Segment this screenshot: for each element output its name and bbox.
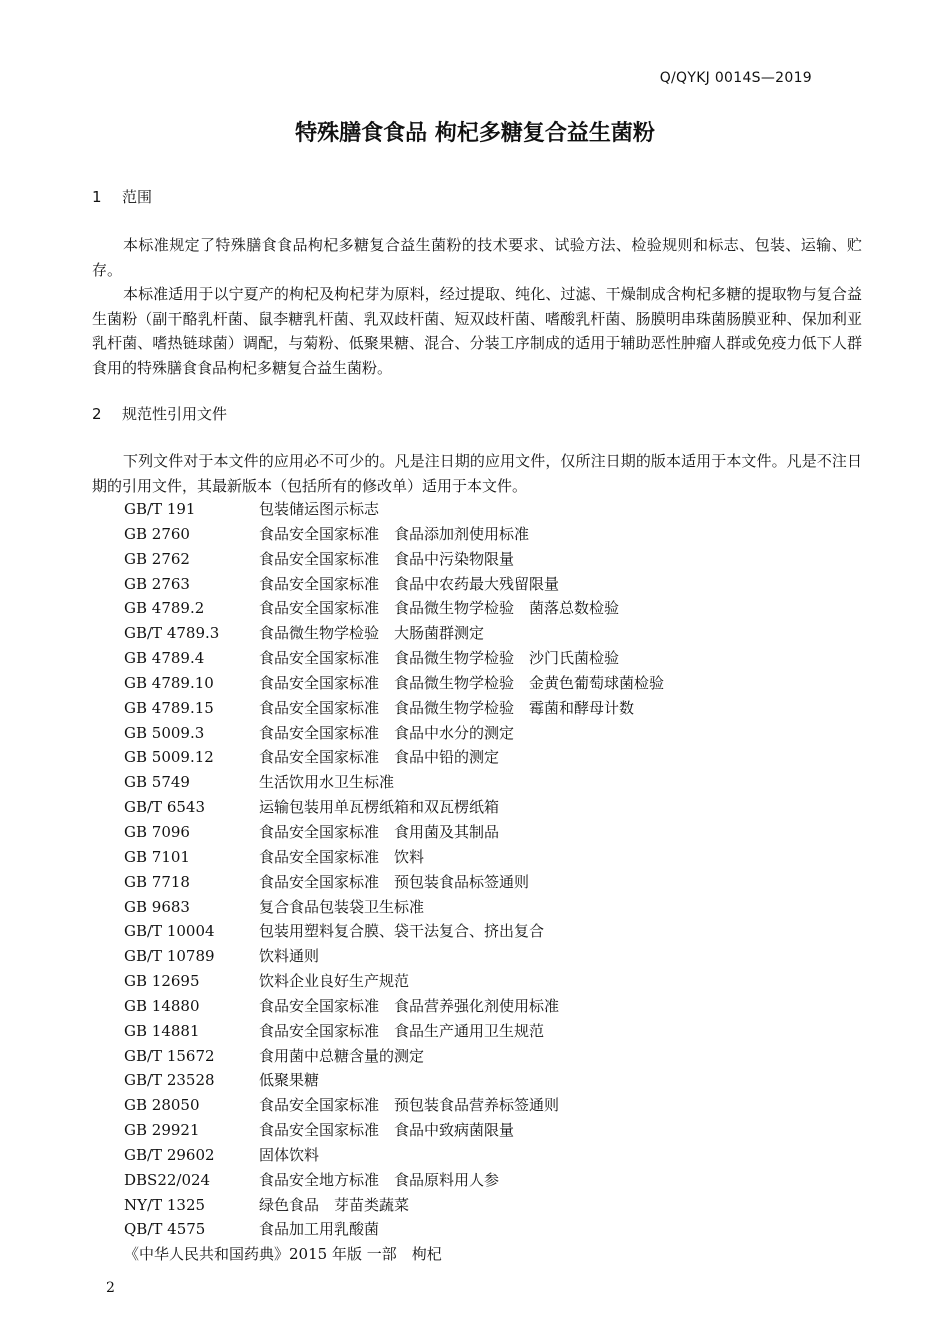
- reference-title: 食品加工用乳酸菌: [259, 1220, 380, 1239]
- reference-code: GB 7096: [124, 822, 190, 841]
- reference-title: 食品安全国家标准 预包装食品营养标签通则: [259, 1096, 560, 1115]
- reference-title: 饮料企业良好生产规范: [259, 972, 410, 991]
- reference-item: [124, 1068, 824, 1093]
- reference-code: GB 14880: [124, 996, 200, 1015]
- reference-item: [124, 845, 824, 870]
- section-title: 规范性引用文件: [122, 405, 228, 423]
- reference-code: GB 5749: [124, 773, 190, 792]
- reference-code: GB/T 10004: [124, 922, 215, 941]
- reference-title: 食品安全国家标准 食品中致病菌限量: [259, 1121, 515, 1140]
- reference-item: [124, 1143, 824, 1168]
- reference-item: [124, 696, 824, 721]
- reference-code: GB 4789.10: [124, 673, 214, 692]
- page-title: 特殊膳食食品 枸杞多糖复合益生菌粉: [295, 121, 655, 146]
- reference-item: [124, 572, 824, 597]
- reference-title: 绿色食品 芽苗类蔬菜: [259, 1195, 410, 1214]
- section-heading-scope: [92, 186, 152, 207]
- reference-title: 《中华人民共和国药典》2015 年版 一部 枸杞: [124, 1245, 442, 1264]
- reference-title: 食品安全国家标准 预包装食品标签通则: [259, 872, 530, 891]
- reference-list: [124, 497, 824, 1267]
- section-number: 2: [92, 405, 102, 423]
- reference-item-pharmacopoeia: [124, 1242, 824, 1267]
- reference-item: [124, 795, 824, 820]
- reference-title: 食品安全国家标准 食品生产通用卫生规范: [259, 1021, 545, 1040]
- reference-code: GB 4789.4: [124, 649, 205, 668]
- reference-code: DBS22/024: [124, 1170, 211, 1189]
- reference-item: [124, 994, 824, 1019]
- reference-title: 包装用塑料复合膜、袋干法复合、挤出复合: [259, 922, 545, 941]
- reference-item: [124, 721, 824, 746]
- reference-title: 食品安全国家标准 食品营养强化剂使用标准: [259, 996, 560, 1015]
- reference-item: [124, 522, 824, 547]
- reference-code: GB 14881: [124, 1021, 200, 1040]
- reference-code: GB/T 6543: [124, 798, 206, 817]
- reference-item: [124, 895, 824, 920]
- reference-item: [124, 1118, 824, 1143]
- reference-title: 食品安全国家标准 食品微生物学检验 菌落总数检验: [259, 599, 620, 618]
- section-title: 范围: [122, 188, 153, 206]
- reference-title: 食品安全国家标准 饮料: [259, 847, 425, 866]
- reference-item: [124, 671, 824, 696]
- reference-code: GB 2763: [124, 574, 190, 593]
- reference-item: [124, 745, 824, 770]
- reference-item: [124, 919, 824, 944]
- reference-code: GB 7718: [124, 872, 190, 891]
- reference-title: 饮料通则: [259, 947, 320, 966]
- reference-code: GB/T 191: [124, 500, 196, 518]
- reference-code: GB 4789.2: [124, 599, 205, 618]
- reference-code: GB 5009.3: [124, 723, 205, 742]
- reference-code: GB 5009.12: [124, 748, 214, 767]
- reference-code: GB 12695: [124, 972, 200, 991]
- reference-title: 食品安全国家标准 食品中农药最大残留限量: [259, 574, 560, 593]
- reference-title: 食品安全国家标准 食品微生物学检验 沙门氏菌检验: [259, 649, 620, 668]
- reference-item: [124, 1193, 824, 1218]
- reference-item: [124, 944, 824, 969]
- reference-item: [124, 596, 824, 621]
- reference-item: [124, 820, 824, 845]
- reference-title: 食品安全国家标准 食品添加剂使用标准: [259, 524, 530, 543]
- reference-item: [124, 646, 824, 671]
- reference-title: 食品安全地方标准 食品原料用人参: [259, 1170, 500, 1189]
- reference-code: GB 7101: [124, 847, 190, 866]
- reference-code: GB 4789.15: [124, 698, 214, 717]
- reference-title: 食品安全国家标准 食品微生物学检验 金黄色葡萄球菌检验: [259, 673, 665, 692]
- scope-paragraph-1: 本标准规定了特殊膳食食品枸杞多糖复合益生菌粉的技术要求、试验方法、检验规则和标志、包装、运输、贮存。: [92, 236, 862, 279]
- reference-item: [124, 497, 824, 522]
- reference-title: 食用菌中总糖含量的测定: [259, 1046, 425, 1065]
- reference-title: 低聚果糖: [259, 1071, 320, 1090]
- reference-code: GB 2762: [124, 549, 190, 568]
- reference-code: QB/T 4575: [124, 1220, 206, 1239]
- reference-code: GB/T 4789.3: [124, 624, 220, 643]
- reference-title: 运输包装用单瓦楞纸箱和双瓦楞纸箱: [259, 798, 500, 817]
- scope-paragraph-2: 本标准适用于以宁夏产的枸杞及枸杞芽为原料，经过提取、纯化、过滤、干燥制成含枸杞多糖的提取物与复合益生菌粉（副干酪乳杆菌、鼠李糖乳杆菌、乳双歧杆菌、短双歧杆菌、嗜酸乳杆菌、肠膜明串珠菌肠膜亚种、保加利亚乳杆菌、嗜热链球菌）调配，与菊粉、低聚果糖、混合、分装工序制成的适用于辅助恶性肿瘤人群或免疫力低下人群食用的特殊膳食食品枸杞多糖复合益生菌粉。: [92, 285, 862, 377]
- reference-code: GB 9683: [124, 897, 190, 916]
- section-heading-normative-references: [92, 403, 227, 424]
- reference-item: [124, 547, 824, 572]
- reference-title: 固体饮料: [259, 1145, 320, 1164]
- reference-title: 食品安全国家标准 食用菌及其制品: [259, 822, 500, 841]
- reference-code: GB/T 23528: [124, 1071, 215, 1090]
- reference-item: [124, 770, 824, 795]
- reference-title: 生活饮用水卫生标准: [259, 773, 395, 792]
- page-number: 2: [106, 1280, 115, 1296]
- reference-title: 食品微生物学检验 大肠菌群测定: [259, 624, 485, 643]
- reference-code: GB 28050: [124, 1096, 200, 1115]
- reference-code: GB/T 10789: [124, 947, 215, 966]
- reference-item: [124, 969, 824, 994]
- reference-title: 食品安全国家标准 食品中污染物限量: [259, 549, 515, 568]
- reference-code: GB 29921: [124, 1121, 200, 1140]
- reference-code: GB 2760: [124, 524, 190, 543]
- reference-item: [124, 1217, 824, 1242]
- reference-title: 食品安全国家标准 食品中水分的测定: [259, 723, 515, 742]
- section-number: 1: [92, 188, 102, 206]
- reference-title: 复合食品包装袋卫生标准: [259, 897, 425, 916]
- reference-title: 食品安全国家标准 食品中铅的测定: [259, 748, 500, 767]
- reference-item: [124, 1044, 824, 1069]
- reference-item: [124, 1093, 824, 1118]
- reference-item: [124, 1019, 824, 1044]
- document-code: Q/QYKJ 0014S—2019: [659, 70, 812, 86]
- reference-item: [124, 1168, 824, 1193]
- reference-code: NY/T 1325: [124, 1195, 206, 1214]
- reference-code: GB/T 29602: [124, 1145, 215, 1164]
- reference-code: GB/T 15672: [124, 1046, 215, 1065]
- reference-title: 包装储运图示标志: [259, 500, 380, 518]
- reference-item: [124, 870, 824, 895]
- reference-item: [124, 621, 824, 646]
- reference-title: 食品安全国家标准 食品微生物学检验 霉菌和酵母计数: [259, 698, 635, 717]
- references-intro-paragraph: 下列文件对于本文件的应用必不可少的。凡是注日期的应用文件，仅所注日期的版本适用于本文件。凡是不注日期的引用文件，其最新版本（包括所有的修改单）适用于本文件。: [92, 452, 862, 495]
